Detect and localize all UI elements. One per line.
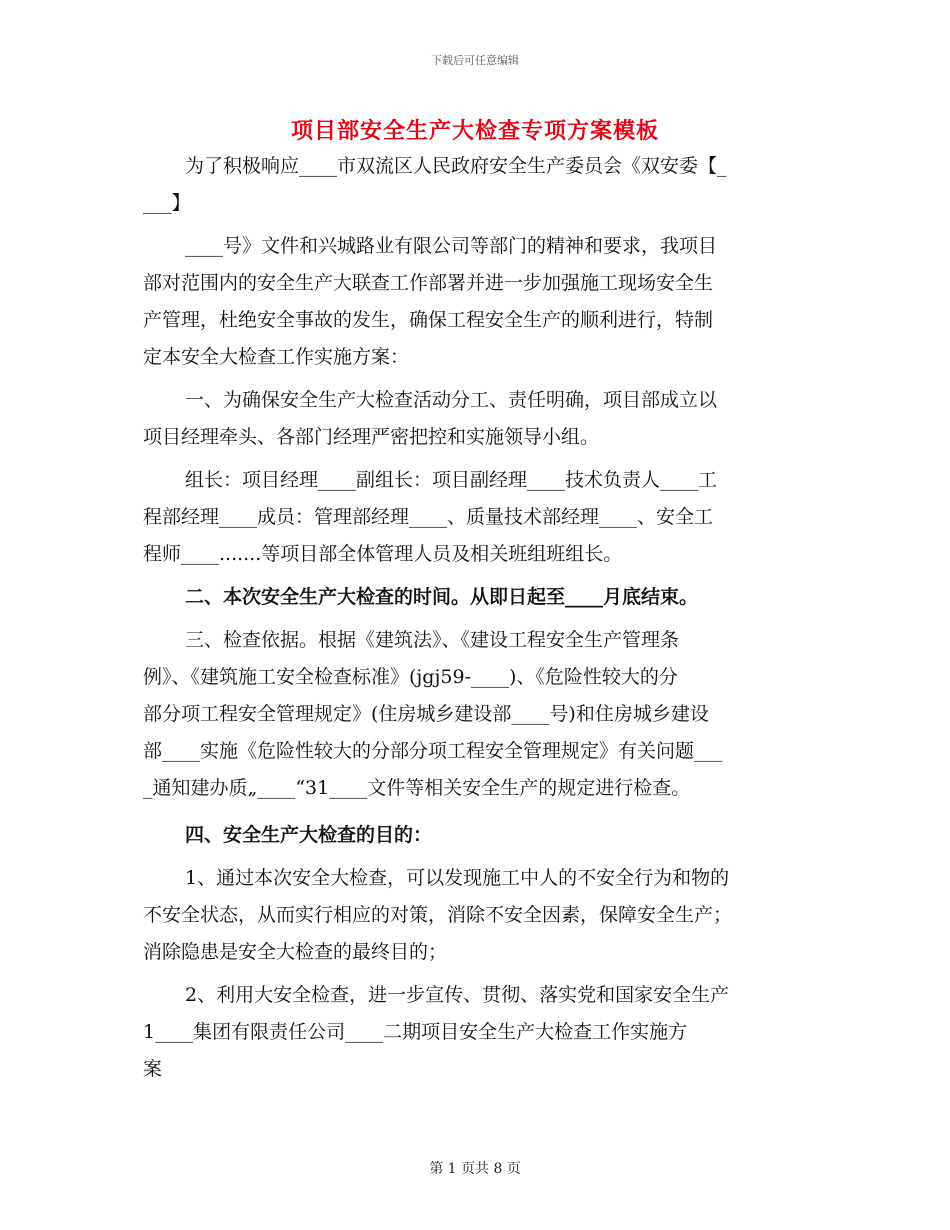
- paragraph-line: 项目经理牵头、各部门经理严密把控和实施领导小组。: [143, 426, 600, 448]
- paragraph-line: 案: [143, 1058, 163, 1080]
- paragraph-line: 部____实施《危险性较大的分部分项工程安全管理规定》有关问题___: [143, 740, 723, 762]
- paragraph-line: _通知建办质„____“31____文件等相关安全生产的规定进行检查。: [143, 777, 691, 799]
- paragraph-line: 为了积极响应____市双流区人民政府安全生产委员会《双安委【_: [185, 155, 727, 177]
- paragraph-line: 1____集团有限责任公司____二期项目安全生产大检查工作实施方: [143, 1021, 688, 1043]
- paragraph-line: 消除隐患是安全大检查的最终目的；: [143, 941, 448, 963]
- document-body: [143, 148, 813, 1088]
- paragraph-line: ____号》文件和兴城路业有限公司等部门的精神和要求，我项目: [185, 235, 718, 257]
- paragraph-line: 程师____.......等项目部全体管理人员及相关班组班组长。: [143, 543, 623, 565]
- paragraph-line: 三、检查依据。根据《建筑法》、《建设工程安全生产管理条: [185, 629, 680, 651]
- paragraph-line: 不安全状态，从而实行相应的对策，消除不安全因素，保障安全生产；: [143, 904, 733, 926]
- document-title: 项目部安全生产大检查专项方案模板: [290, 119, 659, 144]
- paragraph-line: 程部经理____成员：管理部经理____、质量技术部经理____、安全工: [143, 506, 714, 528]
- paragraph-line: ___】: [143, 192, 191, 214]
- section-heading: 四、安全生产大检查的目的：: [185, 824, 433, 846]
- section-heading: 二、本次安全生产大检查的时间。从即日起至____月底结束。: [185, 586, 699, 608]
- paragraph-line: 2、利用大安全检查，进一步宣传、贯彻、落实党和国家安全生产: [185, 984, 730, 1006]
- paragraph-line: 部分项工程安全管理规定》(住房城乡建设部____号)和住房城乡建设: [143, 703, 709, 725]
- paragraph-line: 部对范围内的安全生产大联查工作部署并进一步加强施工现场安全生: [143, 272, 714, 294]
- paragraph-line: 1、通过本次安全大检查，可以发现施工中人的不安全行为和物的: [185, 867, 730, 889]
- header-note: 下载后可任意编辑: [431, 54, 519, 67]
- paragraph-line: 例》、《建筑施工安全检查标准》(jgj59-____)、《危险性较大的分: [143, 666, 678, 688]
- page-footer: 第 1 页共 8 页: [429, 1161, 521, 1177]
- paragraph-line: 定本安全大检查工作实施方案：: [143, 346, 410, 368]
- paragraph-line: 一、为确保安全生产大检查活动分工、责任明确，项目部成立以: [185, 389, 718, 411]
- paragraph-line: 组长：项目经理____副组长：项目副经理____技术负责人____工: [185, 469, 718, 491]
- paragraph-line: 产管理，杜绝安全事故的发生，确保工程安全生产的顺利进行，特制: [143, 309, 714, 331]
